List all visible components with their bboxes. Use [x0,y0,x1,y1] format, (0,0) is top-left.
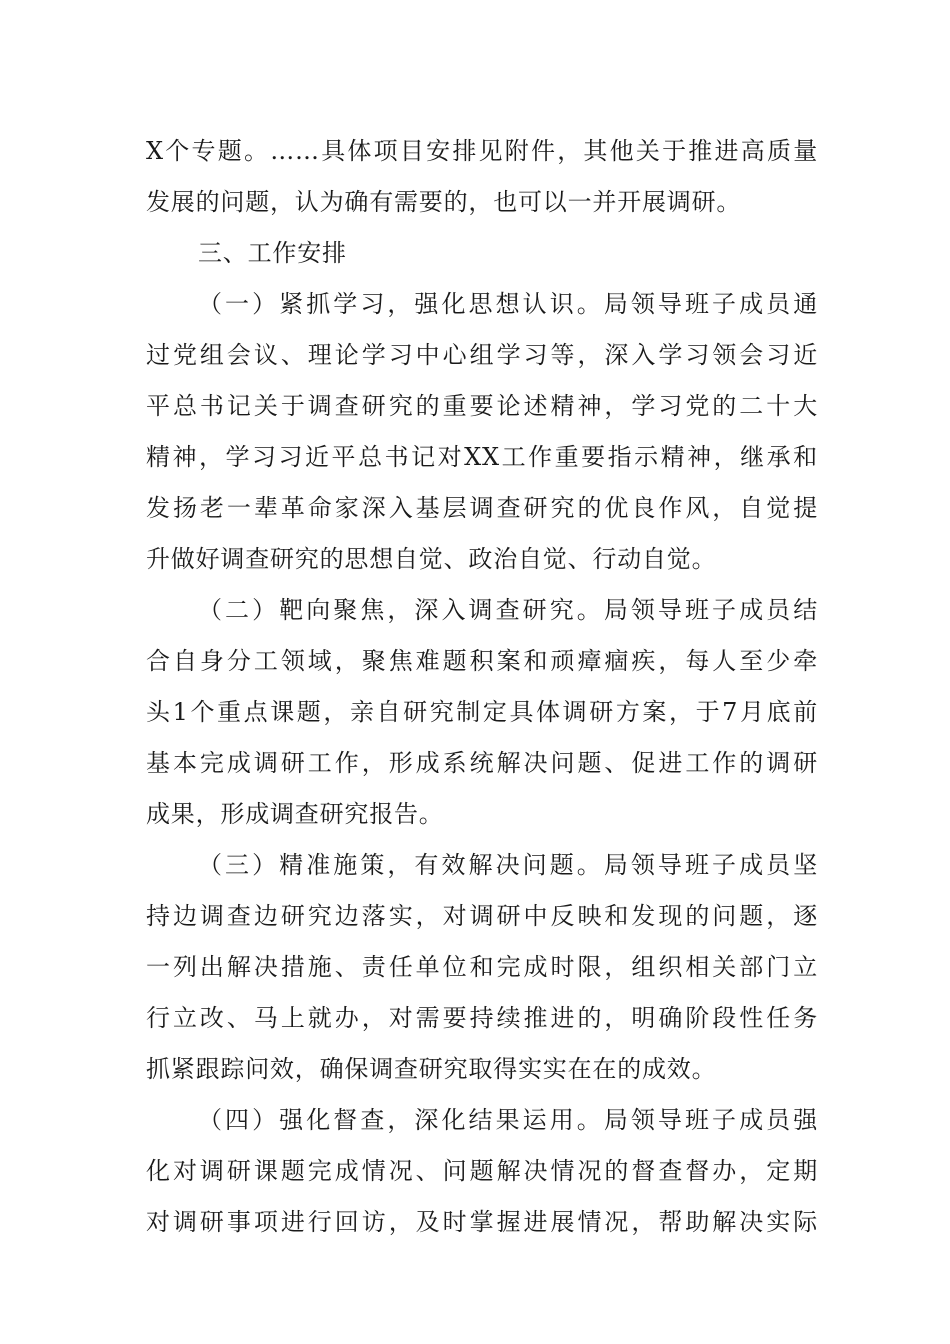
text-line: X个专题。……具体项目安排见附件，其他关于推进高质量 [146,137,818,165]
section-heading-text: 三、工作安排 [198,239,347,267]
text-line: 行立改、马上就办，对需要持续推进的，明确阶段性任务 [146,1004,818,1032]
text-line: 头1个重点课题，亲自研究制定具体调研方案，于7月底前 [146,698,818,726]
text-line: 持边调查边研究边落实，对调研中反映和发现的问题，逐 [146,902,818,930]
paragraph-item-4 [146,1095,818,1248]
section-heading [146,228,818,279]
text-line: （三）精准施策，有效解决问题。局领导班子成员坚 [198,851,818,879]
text-line: 过党组会议、理论学习中心组学习等，深入学习领会习近 [146,341,818,369]
paragraph-item-3 [146,840,818,1095]
text-line: （二）靶向聚焦，深入调查研究。局领导班子成员结 [198,596,818,624]
text-line: 发展的问题，认为确有需要的，也可以一并开展调研。 [146,188,742,216]
text-line: 发扬老一辈革命家深入基层调查研究的优良作风，自觉提 [146,494,818,522]
paragraph-item-2 [146,585,818,840]
text-line: 化对调研课题完成情况、问题解决情况的督查督办，定期 [146,1157,818,1185]
text-line: 对调研事项进行回访，及时掌握进展情况，帮助解决实际 [146,1208,818,1236]
text-line: 一列出解决措施、责任单位和完成时限，组织相关部门立 [146,953,818,981]
text-line: 升做好调查研究的思想自觉、政治自觉、行动自觉。 [146,545,717,573]
text-line: （一）紧抓学习，强化思想认识。局领导班子成员通 [198,290,818,318]
paragraph-item-1 [146,279,818,585]
text-line: 合自身分工领域，聚焦难题积案和顽瘴痼疾，每人至少牵 [146,647,818,675]
text-line: 抓紧跟踪问效，确保调查研究取得实实在在的成效。 [146,1055,717,1083]
text-line: 基本完成调研工作，形成系统解决问题、促进工作的调研 [146,749,818,777]
text-line: 精神，学习习近平总书记对XX工作重要指示精神，继承和 [146,443,818,471]
text-line: （四）强化督查，深化结果运用。局领导班子成员强 [198,1106,818,1134]
document-body [146,126,818,1248]
paragraph-continued [146,126,818,228]
text-line: 成果，形成调查研究报告。 [146,800,444,828]
text-line: 平总书记关于调查研究的重要论述精神，学习党的二十大 [146,392,818,420]
